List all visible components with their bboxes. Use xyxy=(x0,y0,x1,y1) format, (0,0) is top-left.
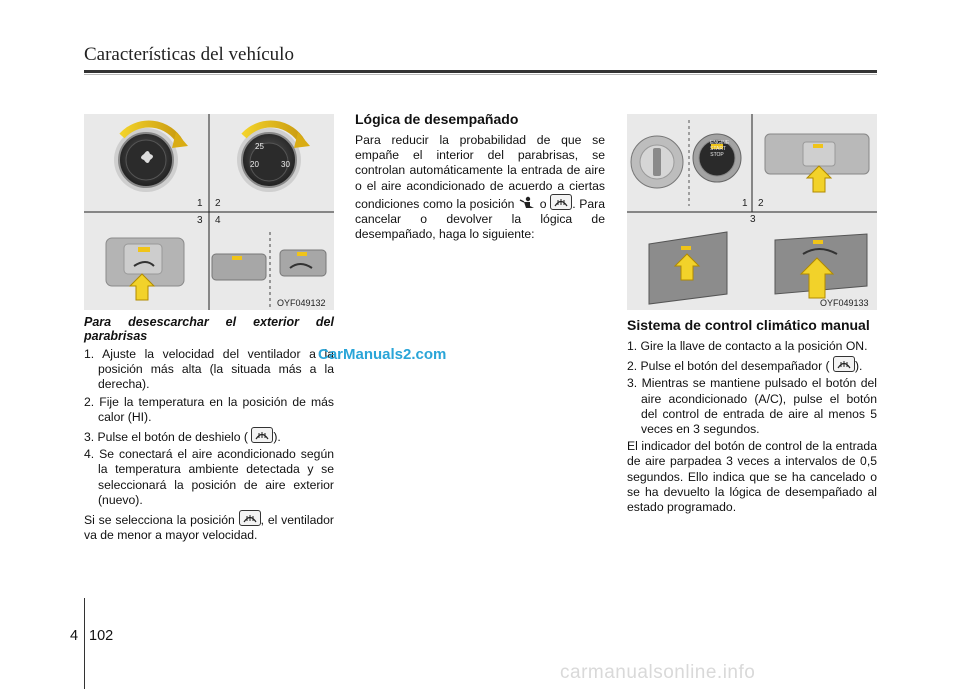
col1-item-4: 4. Se conectará el aire acondicionado según la temperatura ambiente detectada y se seleccionará la posición de aire exterior (nuevo). xyxy=(84,447,334,507)
col1-item-2: 2. Fije la temperatura en la posición de más calor (HI). xyxy=(84,394,334,424)
defrost-icon xyxy=(239,510,261,526)
col1-item-3-post: ). xyxy=(273,430,281,445)
col3-item-1: 1. Gire la llave de contacto a la posición ON. xyxy=(627,339,868,353)
col2-para-a: Para reducir la probabilidad de que se empañe el interior del parabrisas, se controlan automáticamente la entrada de aire o el aire acondicionado de acuerdo a ciertas condiciones como la posición xyxy=(355,133,605,211)
footer-section-number: 4 xyxy=(70,628,79,644)
col3-heading: Sistema de control climático manual xyxy=(627,317,870,333)
defrost-icon xyxy=(550,194,572,210)
column-2 xyxy=(355,111,605,242)
col1-item-3 xyxy=(84,427,334,445)
col3-item-2-post: ). xyxy=(854,359,863,374)
dial-label-25: 25 xyxy=(255,142,264,151)
defrost-icon xyxy=(833,356,855,372)
figure-right-num-2: 2 xyxy=(758,198,764,209)
figure-left-num-2: 2 xyxy=(215,198,221,209)
col3-paragraph: El indicador del botón de control de la entrada de aire parpadea 3 veces a intervalos de 0,5 segundos. Ello indica que se ha cancelado o se ha devuelto la lógica de desempañado al estado programado. xyxy=(627,439,877,515)
dial-label-30: 30 xyxy=(281,160,290,169)
column-1 xyxy=(84,315,334,543)
page-header-title: Características del vehículo xyxy=(84,44,294,65)
col1-para-post: , el ventilador va de menor a mayor velocidad. xyxy=(84,513,334,543)
figure-left-code: OYF049132 xyxy=(277,298,326,308)
figure-right-code: OYF049133 xyxy=(820,298,869,308)
col2-paragraph xyxy=(355,133,605,242)
figure-left-num-1: 1 xyxy=(197,198,203,209)
footer-site-watermark: carmanualsonline.info xyxy=(560,662,756,683)
start-text: START xyxy=(710,146,726,152)
floor-defrost-icon xyxy=(518,196,536,210)
figure-right-illustration xyxy=(627,114,877,310)
col1-paragraph xyxy=(84,510,334,543)
figure-left-num-3: 3 xyxy=(197,215,203,226)
figure-right-num-1: 1 xyxy=(742,198,748,209)
defrost-icon xyxy=(251,427,273,443)
figure-left-num-4: 4 xyxy=(215,215,221,226)
figure-right xyxy=(627,114,877,310)
figure-right-num-3: 3 xyxy=(750,214,756,225)
footer-page-number: 102 xyxy=(89,628,114,644)
col2-para-b: o xyxy=(539,196,547,211)
figure-left xyxy=(84,114,334,310)
column-3 xyxy=(627,317,877,515)
col1-item-3-pre: 3. Pulse el botón de deshielo ( xyxy=(84,430,248,445)
col3-item-3: 3. Mientras se mantiene pulsado el botón del aire acondicionado (A/C), pulse el botón del control de entrada de aire al menos 5 veces en 3 segundos. xyxy=(627,376,877,437)
col1-subhead: Para desescarchar el exterior del parabrisas xyxy=(84,315,334,343)
engine-button-text xyxy=(710,140,730,158)
col2-para-c: . Para cancelar o devolver la lógica de desempañado, haga lo siguiente: xyxy=(355,196,605,242)
col3-item-2 xyxy=(627,356,877,374)
stop-text: STOP xyxy=(710,152,724,158)
header-rule xyxy=(84,70,877,73)
figure-left-illustration xyxy=(84,114,334,310)
col3-item-2-pre: 2. Pulse el botón del desempañador ( xyxy=(627,359,830,374)
col1-item-1: 1. Ajuste la velocidad del ventilador a la posición más alta (la situada más a la derecha). xyxy=(84,347,334,392)
dial-label-20: 20 xyxy=(250,160,259,169)
col1-para-pre: Si se selecciona la posición xyxy=(84,513,235,528)
watermark-text: CarManuals2.com xyxy=(318,346,447,363)
header-rule-light xyxy=(84,74,877,75)
col2-heading: Lógica de desempañado xyxy=(355,111,519,127)
engine-text: ENGINE xyxy=(710,140,730,146)
footer-divider xyxy=(84,598,85,689)
